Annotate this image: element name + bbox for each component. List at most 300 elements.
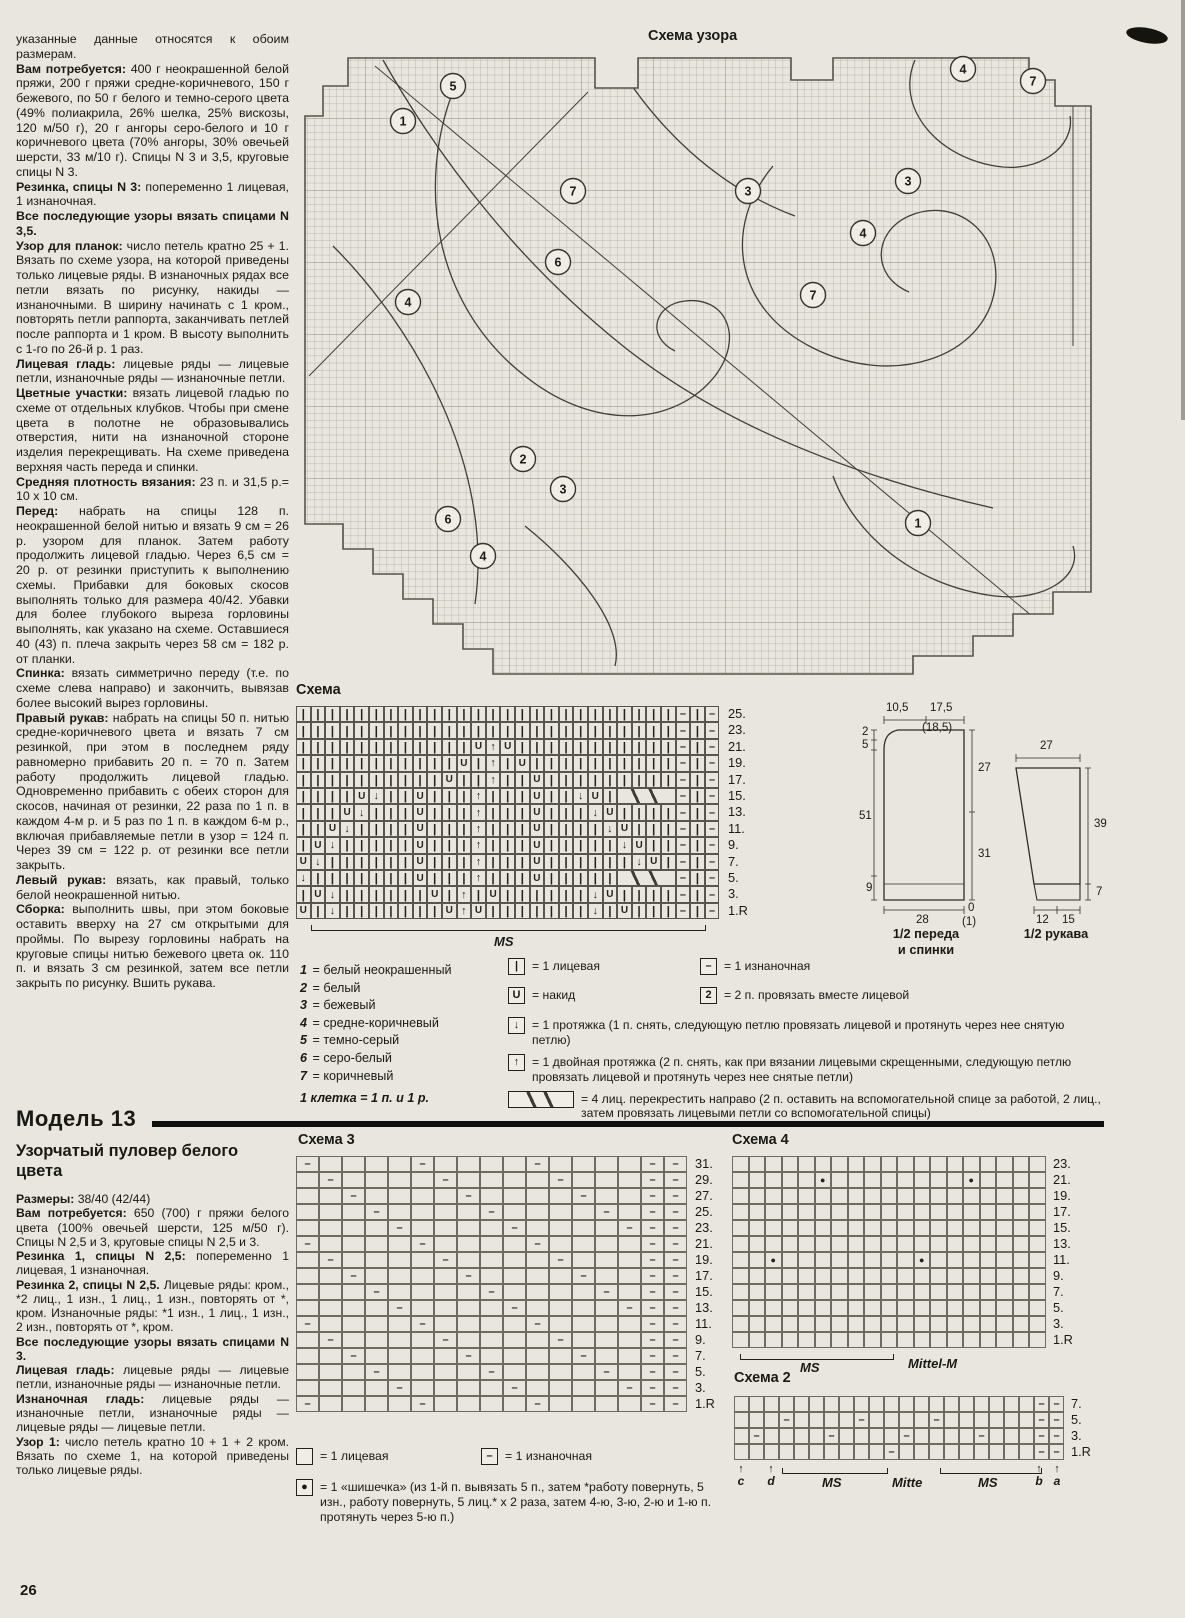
chart-cell xyxy=(764,1412,779,1428)
chart-cell: | xyxy=(354,837,369,853)
chart-cell xyxy=(897,1300,914,1316)
svg-text:3: 3 xyxy=(559,482,567,497)
chart-cell: | xyxy=(573,903,588,919)
chart-cell xyxy=(319,1396,342,1412)
chart-cell: – xyxy=(1049,1428,1064,1444)
chart-cell xyxy=(839,1412,854,1428)
chart-cell: | xyxy=(573,870,588,886)
paragraph: Перед: набрать на спицы 128 п. неокрашенной белой нитью и вязать 9 см = 26 р. узором для планок. Затем работу продолжить лицевой гладью. Через 6,5 см = 20 р. от резинки приступить к выполнению схемы. Прибавки для боковых скосов выполнять только для размера 40/42. Убавки для более глубокого выреза горловины выполнять, как указано на схеме. Оставшиеся 40 (43) п. плеча закрыть через 58 см = 182 р. от планки. xyxy=(16,504,289,666)
chart-cell: – xyxy=(572,1188,595,1204)
chart-cell: U xyxy=(413,804,428,820)
chart-cell xyxy=(480,1348,503,1364)
marker-d: ↑ d xyxy=(763,1464,779,1488)
chart-cell: ↓ xyxy=(588,804,603,820)
chart-cell xyxy=(503,1188,526,1204)
chart-cell xyxy=(914,1284,931,1300)
chart-cell: ↓ xyxy=(325,837,340,853)
chart-cell xyxy=(749,1188,766,1204)
chart-cell xyxy=(1004,1428,1019,1444)
chart-cell xyxy=(996,1236,1013,1252)
chart-cell xyxy=(319,1204,342,1220)
chart-cell xyxy=(864,1316,881,1332)
chart-cell xyxy=(930,1252,947,1268)
chart-cell xyxy=(947,1172,964,1188)
chart-cell: | xyxy=(690,722,705,738)
chart-cell xyxy=(869,1428,884,1444)
chart-cell xyxy=(618,1396,641,1412)
chart-cell: – xyxy=(365,1204,388,1220)
chart-cell xyxy=(549,1396,572,1412)
chart-cell: | xyxy=(384,870,399,886)
chart-cell: – xyxy=(641,1300,664,1316)
chart-cell: | xyxy=(530,706,545,722)
chart-cell: | xyxy=(427,903,442,919)
chart-cell xyxy=(296,1188,319,1204)
chart-cell xyxy=(365,1172,388,1188)
legend-item xyxy=(508,1017,1106,1048)
chart-cell xyxy=(617,870,675,886)
chart-cell xyxy=(794,1412,809,1428)
chart-cell: | xyxy=(296,755,311,771)
chart-cell xyxy=(526,1348,549,1364)
row-number: 29. xyxy=(695,1172,713,1187)
chart-cell: – xyxy=(705,886,720,902)
chart-cell: | xyxy=(544,788,559,804)
chart-cell xyxy=(848,1188,865,1204)
chart-cell xyxy=(572,1300,595,1316)
chart-cell: | xyxy=(661,854,676,870)
chart-cell: | xyxy=(515,788,530,804)
chart-cell xyxy=(319,1300,342,1316)
chart-cell: | xyxy=(690,903,705,919)
chart-cell xyxy=(944,1444,959,1460)
chart-cell xyxy=(319,1380,342,1396)
chart-cell xyxy=(296,1172,319,1188)
chart-cell: | xyxy=(530,722,545,738)
chart-cell: – xyxy=(480,1204,503,1220)
legend-text: = 1 лицевая xyxy=(320,1449,389,1463)
chart-cell: – xyxy=(664,1380,687,1396)
chart-cell: | xyxy=(515,854,530,870)
chart-cell: | xyxy=(457,821,472,837)
chart-cell xyxy=(388,1268,411,1284)
chart-cell: – xyxy=(296,1396,319,1412)
chart-cell: – xyxy=(664,1268,687,1284)
dimension-label: 9 xyxy=(866,882,873,894)
row-number: 23. xyxy=(695,1220,713,1235)
chart-cell: | xyxy=(646,755,661,771)
chart-cell xyxy=(996,1332,1013,1348)
row-number: 3. xyxy=(1071,1428,1082,1443)
chart-cell xyxy=(480,1236,503,1252)
chart-cell: – xyxy=(595,1284,618,1300)
chart-cell: – xyxy=(549,1332,572,1348)
marker-b: ↑ b xyxy=(1031,1464,1047,1488)
chart-cell xyxy=(388,1332,411,1348)
chart-cell xyxy=(549,1348,572,1364)
chart-cell: | xyxy=(500,886,515,902)
chart-cell xyxy=(963,1300,980,1316)
chart-cell: | xyxy=(573,739,588,755)
repeat-label: MS xyxy=(800,1360,820,1375)
chart-cell: | xyxy=(427,722,442,738)
chart-cell xyxy=(732,1316,749,1332)
chart-cell: | xyxy=(442,722,457,738)
chart-cell: | xyxy=(632,706,647,722)
dimension-label: 5 xyxy=(862,739,869,751)
chart-cell xyxy=(947,1188,964,1204)
chart-cell: U xyxy=(588,788,603,804)
chart-cell xyxy=(798,1220,815,1236)
chart-cell xyxy=(1013,1172,1030,1188)
chart-cell xyxy=(457,1300,480,1316)
chart-cell: | xyxy=(413,722,428,738)
chart-cell: | xyxy=(354,854,369,870)
chart-cell xyxy=(914,1412,929,1428)
chart-cell xyxy=(457,1252,480,1268)
chart-cell: ↓ xyxy=(603,821,618,837)
chart-cell: | xyxy=(588,755,603,771)
chart-cell: | xyxy=(457,706,472,722)
chart-cell xyxy=(782,1252,799,1268)
chart-cell: – xyxy=(296,1236,319,1252)
row-number: 19. xyxy=(1053,1188,1071,1203)
chart-cell: – xyxy=(676,755,691,771)
chart-cell xyxy=(732,1268,749,1284)
chart-cell xyxy=(1029,1172,1046,1188)
chart-cell: | xyxy=(559,870,574,886)
chart-cell: U xyxy=(646,854,661,870)
chart-cell xyxy=(526,1172,549,1188)
chart-cell xyxy=(549,1236,572,1252)
chart-cell xyxy=(434,1396,457,1412)
chart-cell xyxy=(897,1332,914,1348)
legend-symbol-b-icon: ● xyxy=(296,1479,313,1496)
chart-cell: U xyxy=(603,886,618,902)
chart-cell xyxy=(980,1284,997,1300)
chart-cell xyxy=(839,1444,854,1460)
legend-symbol-d-icon: ↑ xyxy=(508,1054,525,1071)
chart-cell: | xyxy=(646,772,661,788)
chart-cell xyxy=(526,1220,549,1236)
chart-cell xyxy=(457,1236,480,1252)
chart-cell xyxy=(798,1268,815,1284)
chart-cell: | xyxy=(296,886,311,902)
chart-cell: – xyxy=(480,1284,503,1300)
chart-cell: | xyxy=(471,755,486,771)
chart-cell xyxy=(765,1332,782,1348)
chart-cell: | xyxy=(559,755,574,771)
chart-cell: | xyxy=(573,804,588,820)
chart-cell xyxy=(765,1300,782,1316)
chart-cell: | xyxy=(500,772,515,788)
chart-cell xyxy=(782,1284,799,1300)
paragraph: Резинка 2, спицы N 2,5. Лицевые ряды: кром., *2 лиц., 1 изн., 1 лиц., 1 изн., повторять от *, кром. Изнаночные ряды: *1 изн., 1 лиц., 1 изн., 2 изн., повторять от *, кром. xyxy=(16,1277,289,1335)
chart-cell xyxy=(749,1268,766,1284)
chart-cell: – xyxy=(676,772,691,788)
chart-cell: | xyxy=(559,722,574,738)
chart-cell: | xyxy=(413,739,428,755)
svg-text:1: 1 xyxy=(914,516,922,531)
chart-cell: – xyxy=(641,1236,664,1252)
chart-cell: | xyxy=(384,804,399,820)
chart-cell: – xyxy=(676,722,691,738)
chart-cell xyxy=(914,1268,931,1284)
chart-cell xyxy=(732,1252,749,1268)
chart-cell xyxy=(782,1156,799,1172)
chart-cell: | xyxy=(384,821,399,837)
chart-cell: | xyxy=(369,854,384,870)
chart-cell: – xyxy=(676,706,691,722)
chart-cell: ↓ xyxy=(311,854,326,870)
legend-text: = 1 «шишечка» (из 1-й п. вывязать 5 п., затем *работу повернуть, 5 изн., работу повернуть, 5 лиц.* х 2 раза, затем 4-ю, 3-ю, 2-ю и 1-ю п. протянуть через 5-ю п.) xyxy=(320,1480,712,1524)
chart-cell: | xyxy=(515,886,530,902)
chart-cell xyxy=(480,1332,503,1348)
chart-cell: – xyxy=(388,1220,411,1236)
chart-cell xyxy=(947,1300,964,1316)
chart-cell xyxy=(749,1204,766,1220)
chart-cell xyxy=(848,1156,865,1172)
chart-cell: | xyxy=(384,788,399,804)
chart-cell xyxy=(595,1348,618,1364)
chart-cell xyxy=(980,1204,997,1220)
chart-cell xyxy=(342,1364,365,1380)
row-number: 3. xyxy=(728,886,739,902)
chart-cell: ● xyxy=(765,1252,782,1268)
chart-cell: | xyxy=(588,722,603,738)
chart-cell: – xyxy=(641,1316,664,1332)
chart-cell xyxy=(944,1396,959,1412)
chart-cell: | xyxy=(588,772,603,788)
svg-text:2: 2 xyxy=(519,452,527,467)
chart-cell xyxy=(1019,1396,1034,1412)
svg-text:4: 4 xyxy=(859,226,867,241)
chart-cell: | xyxy=(413,903,428,919)
chart-cell xyxy=(959,1396,974,1412)
chart-cell xyxy=(388,1316,411,1332)
chart-cell xyxy=(930,1236,947,1252)
chart-cell: | xyxy=(311,821,326,837)
chart-cell xyxy=(595,1236,618,1252)
chart-cell xyxy=(342,1380,365,1396)
chart-cell xyxy=(1013,1300,1030,1316)
chart-cell: – xyxy=(676,821,691,837)
repeat-bracket xyxy=(782,1468,888,1474)
chart-cell: | xyxy=(515,739,530,755)
chart-cell: ↑ xyxy=(471,870,486,886)
chart-cell: | xyxy=(544,821,559,837)
chart-cell: – xyxy=(572,1268,595,1284)
chart-cell xyxy=(618,1332,641,1348)
chart-cell: | xyxy=(588,821,603,837)
chart-cell: | xyxy=(500,903,515,919)
chart-cell: | xyxy=(398,804,413,820)
chart-cell: – xyxy=(296,1316,319,1332)
chart-cell: U xyxy=(427,886,442,902)
chart-cell: | xyxy=(296,706,311,722)
dimension-label: 12 xyxy=(1036,914,1049,926)
chart-cell xyxy=(848,1268,865,1284)
chart-cell: | xyxy=(354,772,369,788)
chart-cell: ↑ xyxy=(471,788,486,804)
chart-cell: – xyxy=(296,1156,319,1172)
chart-4 xyxy=(732,1156,1112,1376)
dimension-label: 31 xyxy=(978,848,991,860)
chart-cell xyxy=(897,1284,914,1300)
chart-cell xyxy=(1004,1412,1019,1428)
chart-cell xyxy=(388,1364,411,1380)
chart-cell xyxy=(457,1220,480,1236)
chart-cell: | xyxy=(325,739,340,755)
svg-text:6: 6 xyxy=(554,255,562,270)
row-number: 13. xyxy=(1053,1236,1071,1251)
chart-cell xyxy=(411,1220,434,1236)
instructions-column xyxy=(16,32,289,1104)
chart-cell xyxy=(434,1268,457,1284)
chart-cell: | xyxy=(690,772,705,788)
chart2-markers xyxy=(734,1464,1074,1506)
row-number: 1.R xyxy=(1071,1444,1091,1459)
chart-cell xyxy=(1029,1220,1046,1236)
chart-cell xyxy=(1029,1284,1046,1300)
chart-cell: | xyxy=(646,804,661,820)
chart-cell xyxy=(732,1188,749,1204)
chart-cell: – xyxy=(641,1252,664,1268)
chart-cell xyxy=(732,1300,749,1316)
chart-cell: | xyxy=(646,837,661,853)
chart-cell: – xyxy=(664,1316,687,1332)
chart-cell xyxy=(782,1236,799,1252)
chart-cell: ● xyxy=(815,1172,832,1188)
chart-cell: | xyxy=(398,870,413,886)
chart-cell: | xyxy=(559,706,574,722)
chart-cell: | xyxy=(369,837,384,853)
chart-cell: U xyxy=(471,739,486,755)
chart-cell xyxy=(854,1444,869,1460)
chart-cell: – xyxy=(676,788,691,804)
chart-cell: | xyxy=(646,722,661,738)
chart-cell: | xyxy=(457,837,472,853)
chart-cell: U xyxy=(442,772,457,788)
chart-cell: – xyxy=(342,1268,365,1284)
color-legend-item: 2 = белый xyxy=(300,980,361,995)
chart-cell xyxy=(798,1188,815,1204)
chart-cell: | xyxy=(559,903,574,919)
chart-cell xyxy=(930,1284,947,1300)
chart-cell xyxy=(914,1156,931,1172)
chart-cell xyxy=(595,1300,618,1316)
chart-cell xyxy=(794,1444,809,1460)
chart-cell: | xyxy=(354,903,369,919)
chart-cell: | xyxy=(661,804,676,820)
chart-cell: – xyxy=(618,1300,641,1316)
row-number: 3. xyxy=(695,1380,706,1395)
chart-cell: – xyxy=(641,1188,664,1204)
chart-cell: | xyxy=(457,739,472,755)
row-number: 7. xyxy=(695,1348,706,1363)
chart-cell: – xyxy=(676,886,691,902)
chart-cell: – xyxy=(549,1252,572,1268)
dimension-label: 7 xyxy=(1096,886,1103,898)
chart-cell xyxy=(963,1204,980,1220)
chart-cell xyxy=(963,1188,980,1204)
svg-text:7: 7 xyxy=(569,184,577,199)
chart-cell: | xyxy=(369,886,384,902)
chart-cell: – xyxy=(388,1300,411,1316)
chart-cell: | xyxy=(398,903,413,919)
svg-text:4: 4 xyxy=(404,295,412,310)
chart-cell xyxy=(595,1156,618,1172)
chart-cell xyxy=(296,1348,319,1364)
chart-cell: | xyxy=(632,886,647,902)
chart-cell: – xyxy=(319,1172,342,1188)
chart-cell: | xyxy=(515,706,530,722)
chart-cell: – xyxy=(705,837,720,853)
chart-cell xyxy=(815,1300,832,1316)
chart-cell: | xyxy=(515,722,530,738)
chart-cell xyxy=(914,1332,931,1348)
chart-cell xyxy=(342,1252,365,1268)
chart-cell: – xyxy=(480,1364,503,1380)
chart-cell xyxy=(296,1220,319,1236)
chart-cell xyxy=(749,1156,766,1172)
color-legend-item: 4 = средне-коричневый xyxy=(300,1015,439,1030)
chart-cell xyxy=(618,1268,641,1284)
chart-cell xyxy=(782,1172,799,1188)
chart-cell: | xyxy=(632,903,647,919)
chart-cell xyxy=(798,1252,815,1268)
chart-cell: | xyxy=(486,903,501,919)
chart-cell xyxy=(749,1396,764,1412)
chart-cell xyxy=(549,1364,572,1380)
chart-cell: | xyxy=(603,903,618,919)
chart-cell xyxy=(618,1204,641,1220)
legend-item xyxy=(296,1479,732,1525)
chart-cell: | xyxy=(325,788,340,804)
chart-cell xyxy=(319,1156,342,1172)
chart-cell xyxy=(595,1380,618,1396)
chart-cell: | xyxy=(340,755,355,771)
paragraph: Вам потребуется: 650 (700) г пряжи белого цвета (100% овечьей шерсти, 125 м/50 г). Спицы N 2,5 и 3, круговые спицы N 2,5 и 3. xyxy=(16,1206,289,1249)
chart-cell xyxy=(765,1172,782,1188)
chart-cell: – xyxy=(705,706,720,722)
bottom-legend xyxy=(296,1448,732,1531)
row-number: 25. xyxy=(728,706,746,721)
chart-cell xyxy=(848,1284,865,1300)
dimension-label: 0 xyxy=(968,902,975,914)
scan-edge-shade xyxy=(1181,0,1185,420)
dimension-label: 27 xyxy=(1040,740,1053,752)
chart-cell: – xyxy=(595,1204,618,1220)
chart-cell: | xyxy=(573,755,588,771)
chart-cell: | xyxy=(661,772,676,788)
chart-cell xyxy=(617,788,675,804)
chart-cell: | xyxy=(500,821,515,837)
chart-cell xyxy=(897,1316,914,1332)
chart-cell xyxy=(434,1284,457,1300)
chart-cell: | xyxy=(427,854,442,870)
chart-cell: – xyxy=(664,1204,687,1220)
chart-cell xyxy=(1004,1444,1019,1460)
chart-cell xyxy=(765,1156,782,1172)
chart-cell: U xyxy=(603,804,618,820)
chart-cell: | xyxy=(457,854,472,870)
chart-cell xyxy=(963,1220,980,1236)
chart-cell xyxy=(809,1412,824,1428)
chart-cell xyxy=(457,1364,480,1380)
chart-cell xyxy=(881,1332,898,1348)
chart-cell xyxy=(365,1252,388,1268)
